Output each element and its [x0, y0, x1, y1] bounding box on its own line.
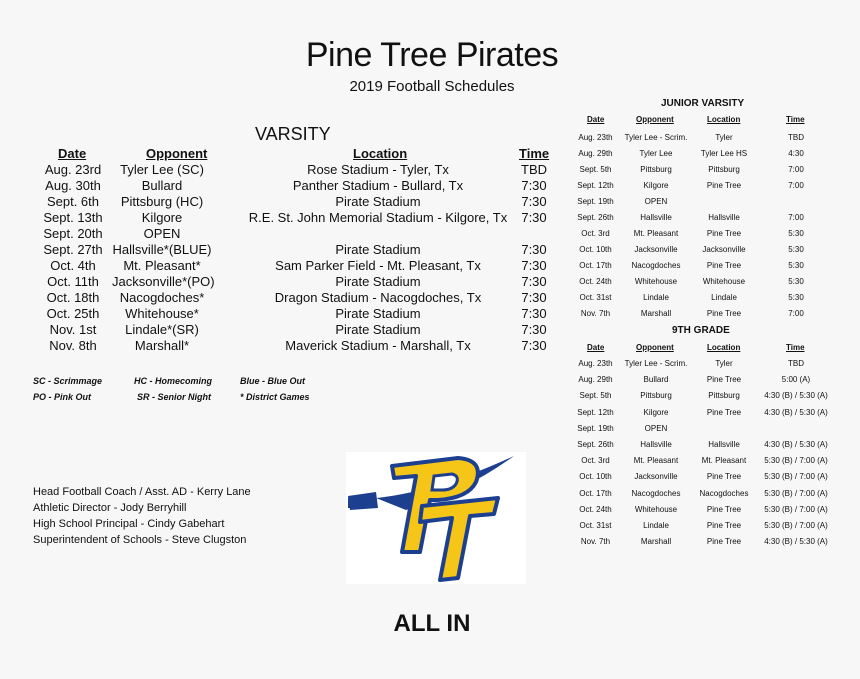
varsity-cell-time: 7:30: [521, 306, 547, 321]
jv-row: [568, 277, 860, 289]
page-subtitle: 2019 Football Schedules: [349, 78, 515, 95]
ninth-cell-time: 4:30 (B) / 5:30 (A): [764, 407, 828, 417]
jv-cell-time: 7:00: [788, 309, 804, 318]
ninth-cell-opponent: OPEN: [644, 423, 668, 433]
jv-cell-location: Whitehouse: [702, 277, 746, 286]
jv-header-date: Date: [587, 115, 605, 124]
jv-cell-location: Tyler: [715, 133, 733, 142]
ninth-cell-time: 4:30 (B) / 5:30 (A): [764, 391, 828, 401]
varsity-heading: VARSITY: [255, 124, 331, 144]
ninth-cell-opponent: Tyler Lee - Scrim.: [624, 359, 688, 368]
jv-cell-date: Aug. 29th: [578, 149, 613, 158]
varsity-cell-location: Pirate Stadium: [335, 322, 421, 337]
varsity-cell-time: 7:30: [521, 258, 547, 273]
varsity-cell-date: Sept. 6th: [46, 194, 100, 209]
jv-header-time: Time: [786, 115, 805, 124]
varsity-row: [0, 242, 560, 258]
varsity-cell-time: 7:30: [521, 338, 547, 353]
jv-cell-opponent: Jacksonville: [634, 245, 678, 254]
varsity-cell-opponent: Whitehouse*: [125, 306, 199, 321]
varsity-cell-date: Aug. 30th: [45, 178, 101, 193]
ninth-cell-date: Sept. 19th: [577, 423, 614, 433]
jv-cell-date: Oct. 24th: [579, 277, 612, 286]
jv-header-opponent: Opponent: [636, 115, 674, 124]
ninth-header-time: Time: [786, 343, 805, 352]
jv-cell-opponent: Lindale: [643, 293, 669, 302]
jv-row: [568, 245, 860, 257]
jv-row: [568, 309, 860, 321]
jv-cell-date: Sept. 12th: [577, 181, 614, 190]
page-title: Pine Tree Pirates: [305, 36, 559, 74]
varsity-cell-opponent: Bullard: [141, 178, 183, 193]
jv-cell-time: 5:30: [788, 293, 804, 302]
jv-header-location: Location: [707, 115, 741, 124]
jv-cell-date: Oct. 31st: [579, 293, 612, 302]
jv-cell-opponent: Kilgore: [643, 181, 669, 190]
jv-row: [568, 197, 860, 209]
legend-district-games: * District Games: [240, 392, 310, 402]
varsity-cell-location: Panther Stadium - Bullard, Tx: [292, 178, 464, 193]
ninth-cell-location: Pine Tree: [706, 537, 742, 547]
varsity-cell-opponent: OPEN: [143, 226, 181, 241]
ninth-row: [568, 489, 860, 501]
jv-cell-opponent: Marshall: [640, 309, 672, 318]
varsity-cell-location: Pirate Stadium: [335, 274, 421, 289]
varsity-cell-date: Nov. 8th: [49, 338, 97, 353]
ninth-cell-location: Pine Tree: [706, 407, 742, 417]
varsity-header-date: Date: [58, 146, 87, 161]
varsity-cell-date: Oct. 25th: [46, 306, 100, 321]
jv-cell-time: 7:00: [788, 165, 804, 174]
ninth-row: [568, 521, 860, 533]
legend-scrimmage: SC - Scrimmage: [33, 376, 103, 386]
varsity-cell-time: 7:30: [521, 274, 547, 289]
jv-cell-date: Nov. 7th: [580, 309, 611, 318]
ninth-cell-location: Tyler: [715, 359, 733, 368]
jv-cell-location: Pine Tree: [706, 229, 742, 238]
ninth-cell-date: Oct. 10th: [579, 472, 612, 482]
jv-cell-location: Pine Tree: [706, 181, 742, 190]
varsity-row: [0, 274, 560, 290]
jv-cell-time: 5:30: [788, 229, 804, 238]
ninth-cell-opponent: Pittsburg: [640, 391, 672, 401]
varsity-cell-opponent: Tyler Lee (SC): [120, 162, 204, 177]
all-in-slogan: ALL IN: [393, 610, 471, 637]
varsity-cell-time: 7:30: [521, 322, 547, 337]
varsity-cell-date: Oct. 4th: [50, 258, 96, 273]
staff-head-coach: Head Football Coach / Asst. AD - Kerry Lane: [33, 486, 251, 498]
ninth-cell-date: Oct. 31st: [579, 521, 612, 530]
jv-row: [568, 261, 860, 273]
jv-cell-location: Jacksonville: [702, 245, 746, 254]
ninth-cell-date: Sept. 12th: [577, 407, 614, 417]
jv-cell-location: Pine Tree: [706, 309, 742, 318]
varsity-row: [0, 306, 560, 322]
ninth-cell-date: Oct. 3rd: [581, 456, 610, 466]
varsity-row: [0, 338, 560, 354]
jv-cell-location: Pittsburg: [708, 165, 740, 174]
jv-cell-date: Oct. 3rd: [581, 229, 610, 238]
varsity-cell-opponent: Nacogdoches*: [119, 290, 205, 305]
jv-row: [568, 133, 860, 145]
pt-logo: [346, 452, 526, 584]
varsity-row: [0, 178, 560, 194]
jv-cell-location: Pine Tree: [706, 261, 742, 270]
ninth-cell-time: 5:30 (B) / 7:00 (A): [764, 472, 828, 482]
ninth-cell-location: Nacogdoches: [699, 488, 749, 498]
varsity-cell-date: Sept. 27th: [43, 242, 103, 257]
staff-principal: High School Principal - Cindy Gabehart: [33, 518, 225, 530]
varsity-cell-date: Oct. 18th: [46, 290, 100, 305]
varsity-cell-time: TBD: [521, 162, 547, 177]
ninth-cell-opponent: Whitehouse: [634, 504, 678, 514]
jv-cell-time: 5:30: [788, 245, 804, 254]
ninth-row: [568, 456, 860, 468]
ninth-cell-location: Pine Tree: [706, 375, 742, 385]
jv-cell-opponent: Pittsburg: [640, 165, 672, 174]
ninth-cell-opponent: Lindale: [643, 521, 669, 530]
legend-homecoming: HC - Homecoming: [134, 376, 213, 386]
varsity-row: [0, 322, 560, 338]
ninth-cell-location: Mt. Pleasant: [701, 456, 747, 466]
jv-row: [568, 229, 860, 241]
ninth-cell-time: 5:30 (B) / 7:00 (A): [764, 504, 828, 514]
jv-cell-date: Sept. 26th: [577, 213, 614, 222]
ninth-cell-date: Aug. 23th: [578, 359, 613, 368]
jv-cell-date: Sept. 19th: [577, 197, 614, 206]
ninth-header-opponent: Opponent: [636, 343, 674, 352]
varsity-row: [0, 194, 560, 210]
ninth-cell-location: Hallsville: [708, 440, 740, 449]
ninth-cell-date: Aug. 29th: [578, 375, 613, 385]
varsity-cell-date: Aug. 23rd: [44, 162, 102, 177]
jv-cell-time: 5:30: [788, 261, 804, 270]
ninth-cell-opponent: Hallsville: [640, 440, 672, 449]
jv-cell-time: 5:30: [788, 277, 804, 286]
varsity-cell-opponent: Mt. Pleasant*: [123, 258, 201, 273]
jv-cell-opponent: Tyler Lee - Scrim.: [624, 133, 688, 142]
ninth-cell-date: Sept. 26th: [577, 440, 614, 449]
ninth-row: [568, 424, 860, 436]
ninth-row: [568, 359, 860, 371]
ninth-cell-time: TBD: [788, 359, 804, 368]
staff-athletic-director: Athletic Director - Jody Berryhill: [33, 502, 187, 514]
legend-pink-out: PO - Pink Out: [33, 392, 92, 402]
varsity-header-opponent: Opponent: [146, 146, 208, 161]
staff-superintendent: Superintendent of Schools - Steve Clugston: [33, 534, 247, 546]
ninth-cell-date: Sept. 5th: [579, 391, 612, 401]
varsity-row: [0, 210, 560, 226]
varsity-cell-opponent: Marshall*: [134, 338, 190, 353]
jv-cell-opponent: Tyler Lee: [639, 149, 673, 158]
varsity-cell-location: Pirate Stadium: [335, 194, 421, 209]
jv-cell-opponent: Hallsville: [640, 213, 672, 222]
varsity-cell-opponent: Lindale*(SR): [125, 322, 199, 337]
ninth-row: [568, 375, 860, 387]
varsity-row: [0, 162, 560, 178]
jv-cell-location: Tyler Lee HS: [700, 149, 748, 158]
ninth-cell-location: Pittsburg: [708, 391, 740, 401]
ninth-cell-date: Oct. 17th: [579, 488, 612, 498]
varsity-cell-opponent: Kilgore: [141, 210, 183, 225]
ninth-header-location: Location: [707, 343, 741, 352]
jv-row: [568, 213, 860, 225]
ninth-header-date: Date: [587, 343, 605, 352]
varsity-cell-opponent: Hallsville*(BLUE): [112, 242, 212, 257]
ninth-cell-opponent: Kilgore: [643, 407, 669, 417]
jv-cell-location: Lindale: [711, 293, 737, 302]
ninth-cell-time: 5:30 (B) / 7:00 (A): [764, 488, 828, 498]
jv-cell-time: 7:00: [788, 213, 804, 222]
varsity-cell-location: Maverick Stadium - Marshall, Tx: [285, 338, 471, 353]
jv-cell-opponent: Nacogdoches: [631, 261, 681, 270]
jv-row: [568, 293, 860, 305]
ninth-row: [568, 408, 860, 420]
ninth-cell-location: Pine Tree: [706, 504, 742, 514]
varsity-header-time: Time: [519, 146, 550, 161]
varsity-cell-time: 7:30: [521, 290, 547, 305]
varsity-cell-date: Sept. 20th: [43, 226, 103, 241]
varsity-cell-time: 7:30: [521, 210, 547, 225]
varsity-cell-opponent: Jacksonville*(PO): [112, 274, 215, 289]
ninth-row: [568, 391, 860, 403]
ninth-cell-time: 5:00 (A): [781, 375, 811, 385]
varsity-header-location: Location: [353, 146, 408, 161]
varsity-cell-date: Sept. 13th: [43, 210, 103, 225]
ninth-row: [568, 472, 860, 484]
jv-cell-date: Oct. 10th: [579, 245, 612, 254]
jv-cell-date: Sept. 5th: [579, 165, 612, 174]
jv-row: [568, 181, 860, 193]
varsity-cell-opponent: Pittsburg (HC): [120, 194, 204, 209]
varsity-cell-time: 7:30: [521, 194, 547, 209]
varsity-cell-location: Sam Parker Field - Mt. Pleasant, Tx: [275, 258, 481, 273]
jv-cell-location: Hallsville: [708, 213, 740, 222]
pt-logo-icon: [346, 452, 526, 584]
jv-row: [568, 149, 860, 161]
ninth-cell-time: 4:30 (B) / 5:30 (A): [764, 440, 828, 449]
varsity-cell-date: Nov. 1st: [49, 322, 97, 337]
varsity-cell-location: Pirate Stadium: [335, 306, 421, 321]
varsity-cell-location: Pirate Stadium: [335, 242, 421, 257]
jv-cell-opponent: OPEN: [644, 197, 668, 206]
jv-cell-time: TBD: [788, 133, 804, 142]
jv-cell-opponent: Whitehouse: [634, 277, 678, 286]
jv-cell-time: 4:30: [788, 149, 804, 158]
ninth-cell-opponent: Marshall: [640, 537, 672, 547]
varsity-row: [0, 290, 560, 306]
legend-senior-night: SR - Senior Night: [137, 392, 211, 402]
ninth-cell-opponent: Bullard: [643, 375, 669, 385]
ninth-row: [568, 505, 860, 517]
ninth-row: [568, 440, 860, 452]
jv-cell-date: Oct. 17th: [579, 261, 612, 270]
varsity-cell-time: 7:30: [521, 242, 547, 257]
ninth-cell-opponent: Jacksonville: [634, 472, 678, 482]
varsity-cell-time: 7:30: [521, 178, 547, 193]
jv-row: [568, 165, 860, 177]
ninth-cell-location: Pine Tree: [706, 521, 742, 530]
jv-cell-opponent: Mt. Pleasant: [633, 229, 679, 238]
ninth-cell-location: Pine Tree: [706, 472, 742, 482]
varsity-cell-location: R.E. St. John Memorial Stadium - Kilgore, Tx: [248, 210, 508, 225]
ninth-cell-opponent: Nacogdoches: [631, 488, 681, 498]
legend-blue-out: Blue - Blue Out: [240, 376, 305, 386]
jv-heading: JUNIOR VARSITY: [661, 98, 745, 109]
varsity-cell-date: Oct. 11th: [47, 274, 99, 289]
ninth-cell-time: 5:30 (B) / 7:00 (A): [764, 521, 828, 530]
ninth-cell-date: Nov. 7th: [580, 537, 611, 547]
ninth-cell-time: 5:30 (B) / 7:00 (A): [764, 456, 828, 466]
jv-cell-date: Aug. 23th: [578, 133, 613, 142]
ninth-cell-opponent: Mt. Pleasant: [633, 456, 679, 466]
varsity-row: [0, 226, 560, 242]
jv-cell-time: 7:00: [788, 181, 804, 190]
varsity-row: [0, 258, 560, 274]
ninth-grade-heading: 9TH GRADE: [672, 325, 730, 336]
varsity-cell-location: Dragon Stadium - Nacogdoches, Tx: [274, 290, 482, 305]
ninth-cell-date: Oct. 24th: [579, 504, 612, 514]
ninth-cell-time: 4:30 (B) / 5:30 (A): [764, 537, 828, 547]
varsity-cell-location: Rose Stadium - Tyler, Tx: [307, 162, 449, 177]
ninth-row: [568, 537, 860, 549]
